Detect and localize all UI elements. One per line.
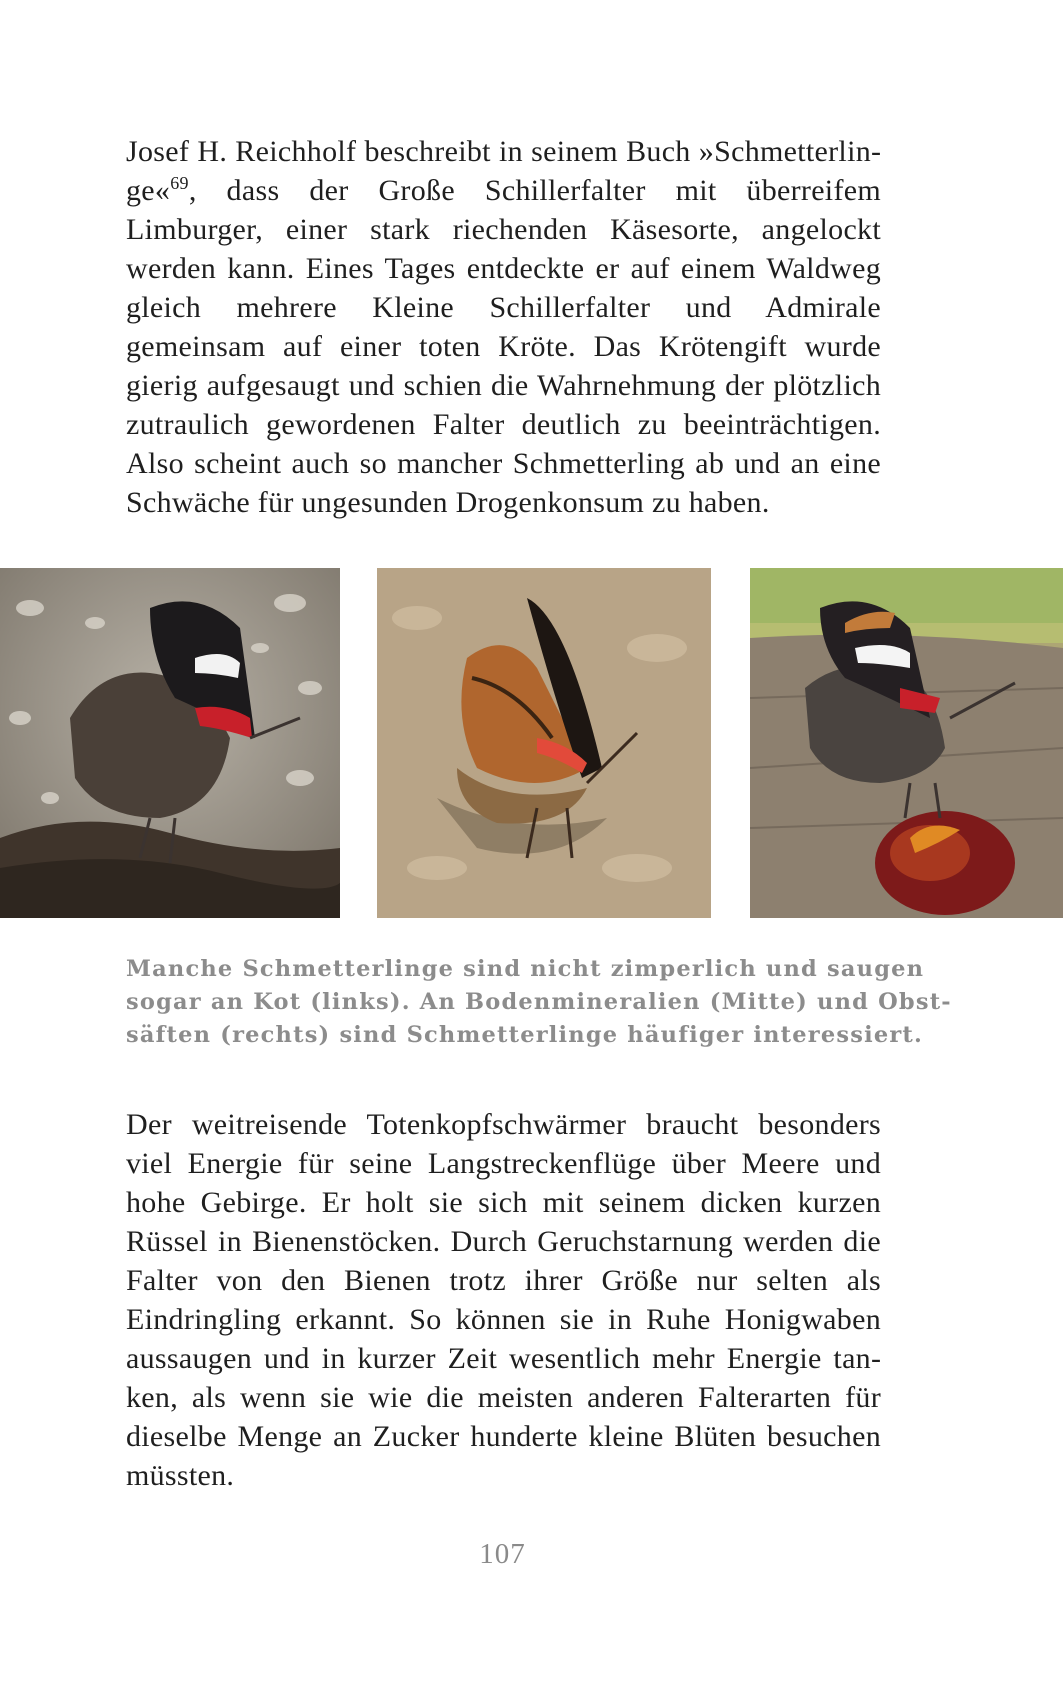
paragraph-1-text-b: , dass der Große Schillerfalter mit überreifem Limburger, einer stark riechenden Käsesorte, angelockt werden kann. Eines Tages entdeckte er auf einem Waldweg gleich mehrere Kleine Schillerfalter und Admirale gemeinsam auf einer toten Kröte. Das Krötengift wurde gierig aufgesaugt und schien die Wahrnehmung der plötzlich zutraulich gewordenen Falter deutlich zu beeinträchtigen. Also scheint auch so mancher Schmetterling ab und an eine Schwäche für ungesunden Drogenkonsum zu haben. [126,174,881,519]
paragraph-1-text-a: Josef H. Reichholf beschreibt in seinem Buch »Schmetterlinge« [126,135,881,207]
page-number: 107 [479,1538,526,1570]
body-paragraph-2: Der weitreisende Totenkopfschwärmer braucht besonders viel Energie für seine Langstreckenflüge über Meere und hohe Gebirge. Er holt sie sich mit seinem dicken kurzen Rüssel in Bienenstöcken. Durch Geruchstarnung werden die Falter von den Bienen trotz ihrer Größe nur selten als Eindringling erkannt. So können sie in Ruhe Honigwaben aussaugen und in kurzer Zeit wesentlich mehr Energie tanken, als wenn sie wie die meisten anderen Falterarten für dieselbe Menge an Zucker hunderte kleine Blüten besuchen müssten. [126,1108,881,1492]
butterfly-photo-middle [377,568,711,918]
body-paragraph-1 [126,132,881,522]
footnote-marker: 69 [170,173,189,193]
caption-line-1: Manche Schmetterlinge sind nicht zimperlich und saugen [126,956,925,982]
figure-caption [126,953,952,1052]
butterfly-photo-right [750,568,1063,918]
photo-row [0,568,1063,918]
butterfly-photo-left [0,568,340,918]
caption-line-2: sogar an Kot (links). An Bodenmineralien (Mitte) und Obst- [126,989,952,1015]
caption-line-3: säften (rechts) sind Schmetterlinge häufiger interessiert. [126,1022,924,1048]
